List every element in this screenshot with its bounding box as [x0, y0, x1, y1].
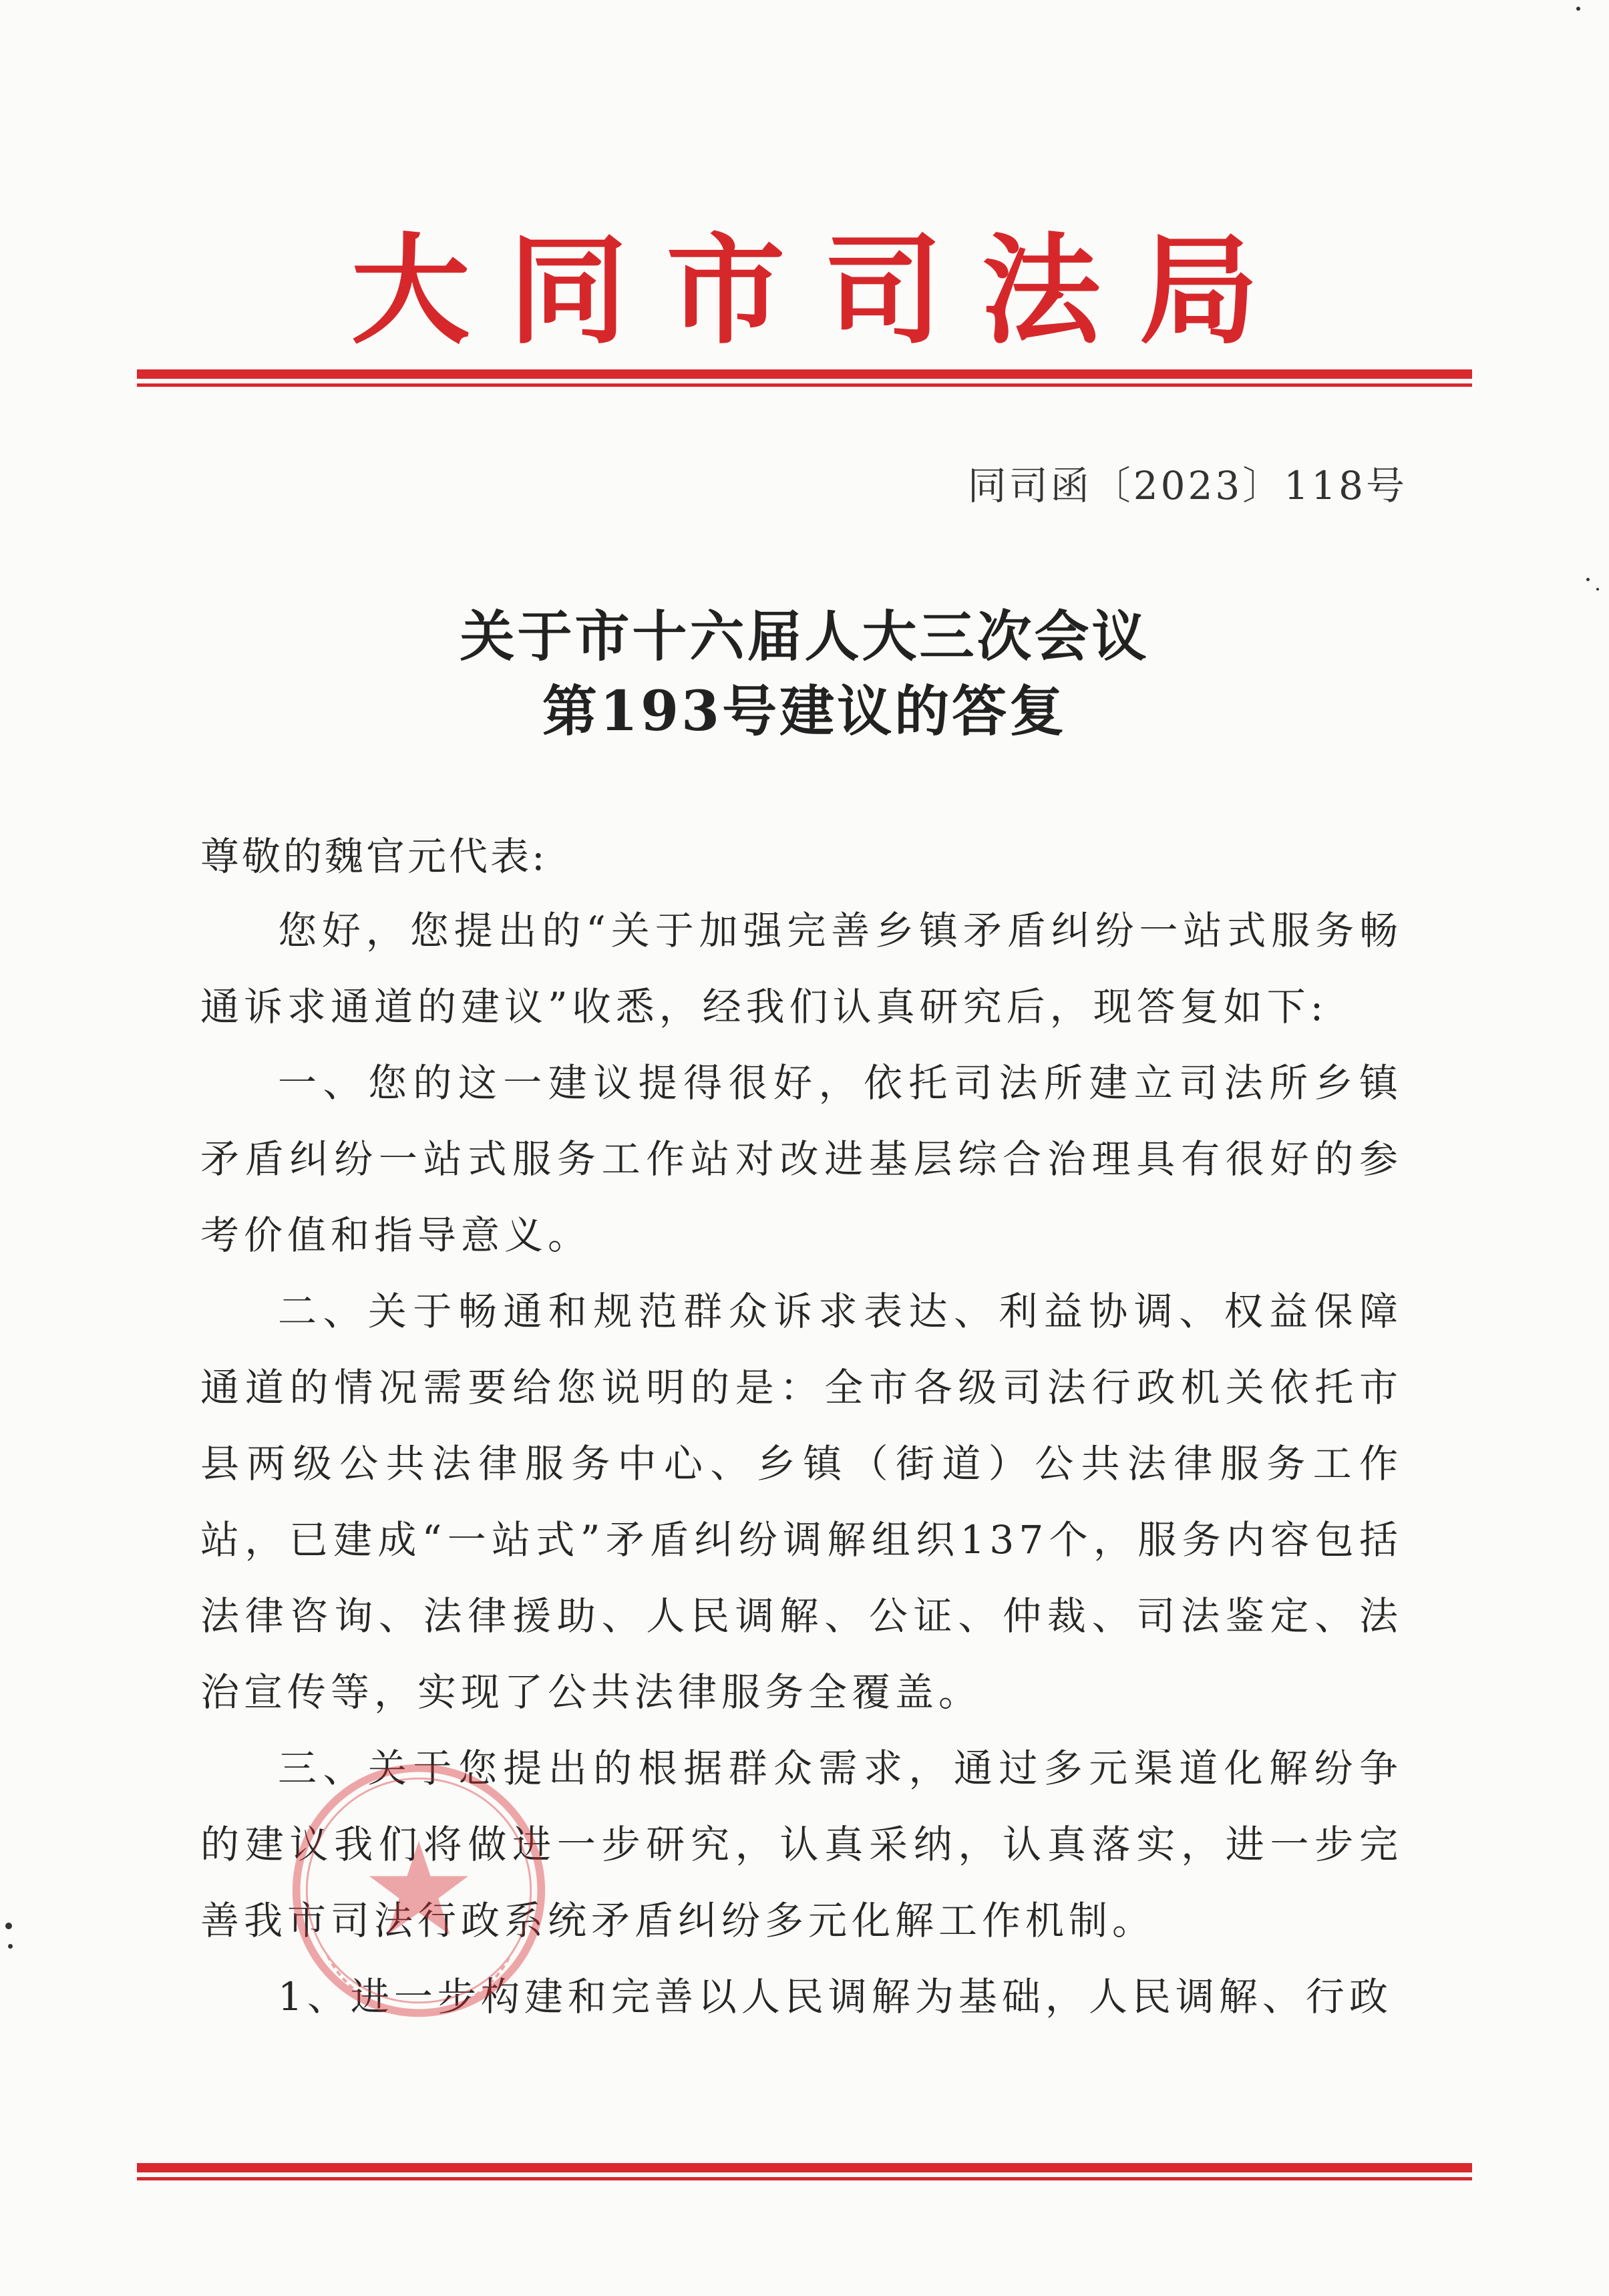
letterhead-issuer: 大同市司法局	[351, 220, 1297, 360]
scan-speck	[5, 1923, 12, 1929]
body-paragraph: 一、您的这一建议提得很好，依托司法所建立司法所乡镇矛盾纠纷一站式服务工作站对改进基层综合治理具有很好的参考价值和指导意义。	[200, 1060, 1403, 1258]
official-seal-icon	[289, 1760, 549, 2021]
body-paragraph: 三、关于您提出的根据群众需求，通过多元渠道化解纷争的建议我们将做进一步研究，认真采纳，认真落实，进一步完善我市司法行政系统矛盾纠纷多元化解工作机制。	[200, 1746, 1403, 1943]
title-line-2: 第193号建议的答复	[542, 679, 1067, 744]
body-paragraph: 1、进一步构建和完善以人民调解为基础，人民调解、行政	[278, 1974, 1393, 2019]
footer-rule-thick	[137, 2163, 1472, 2172]
salutation: 尊敬的魏官元代表:	[200, 834, 548, 879]
footer-red-rule	[137, 2163, 1472, 2183]
letterhead-red-rule	[137, 369, 1472, 389]
body-paragraph: 您好，您提出的“关于加强完善乡镇矛盾纠纷一站式服务畅通诉求通道的建议”收悉，经我们认真研究后，现答复如下:	[200, 908, 1403, 1029]
scan-speck	[8, 1944, 13, 1949]
scan-speck	[1586, 578, 1590, 581]
document-number: 同司函〔2023〕118号	[967, 463, 1407, 508]
body-paragraph: 二、关于畅通和规范群众诉求表达、利益协调、权益保障通道的情况需要给您说明的是：全市各级司法行政机关依托市县两级公共法律服务中心、乡镇（街道）公共法律服务工作站，已建成“一站式”矛盾纠纷调解组织137个，服务内容包括法律咨询、法律援助、人民调解、公证、仲裁、司法鉴定、法治宣传等，实现了公共法律服务全覆盖。	[200, 1289, 1403, 1715]
footer-rule-thin	[137, 2177, 1472, 2180]
scan-speck	[1576, 7, 1580, 11]
red-rule-thin	[137, 383, 1472, 387]
title-line-1: 关于市十六届人大三次会议	[460, 605, 1149, 669]
scan-speck	[1596, 588, 1599, 591]
red-rule-thick	[137, 369, 1472, 379]
